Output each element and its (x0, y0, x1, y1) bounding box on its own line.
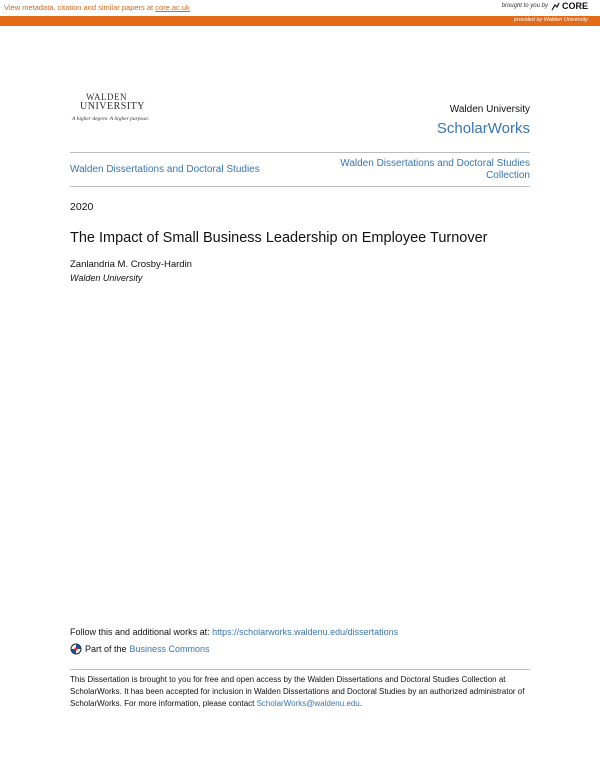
network-commons-icon (70, 643, 82, 655)
core-site-link[interactable]: core.ac.uk (155, 3, 190, 12)
divider-top (70, 152, 530, 153)
core-provided-text: provided by Walden University (513, 17, 588, 23)
collection-link-left[interactable]: Walden Dissertations and Doctoral Studies (70, 164, 260, 175)
logo-tagline: A higher degree. A higher purpose. (72, 116, 150, 122)
publication-year: 2020 (70, 201, 94, 213)
commons-line (70, 643, 210, 655)
notice-text: This Dissertation is brought to you for free and open access by the Walden Dissertations and Doctoral Studies Collection at ScholarWorks. It has been accepted for inclusion in Walden Dissertations and Doctoral Studies by an authorized administrator of ScholarWorks. For more information, please contact (70, 675, 525, 708)
business-commons-link[interactable]: Business Commons (129, 644, 210, 654)
walden-logo (72, 92, 152, 122)
notice-suffix: . (359, 699, 362, 708)
core-header (0, 0, 600, 16)
repository-university: Walden University (449, 104, 530, 115)
scholarworks-link[interactable]: ScholarWorks (436, 120, 530, 137)
follow-prefix: Follow this and additional works at: (70, 627, 213, 637)
follow-line (70, 627, 398, 637)
contact-email-link[interactable]: ScholarWorks@waldenu.edu (256, 699, 360, 708)
paper-title: The Impact of Small Business Leadership on Employee Turnover (70, 230, 488, 246)
core-logo[interactable] (551, 1, 588, 11)
author-name: Zanlandria M. Crosby-Hardin (70, 259, 192, 270)
collection-link-right[interactable]: Walden Dissertations and Doctoral Studies Collection (340, 158, 530, 181)
core-metadata-link[interactable] (4, 3, 190, 12)
author-affiliation: Walden University (70, 273, 143, 283)
core-logo-icon (551, 2, 560, 11)
core-provided-bar (0, 16, 600, 26)
core-metadata-prefix: View metadata, citation and similar papers at (4, 3, 156, 12)
core-brought-text: brought to you by (501, 3, 548, 9)
core-brought-by (502, 1, 588, 11)
dissertations-url-link[interactable]: https://scholarworks.waldenu.edu/dissertations (212, 627, 399, 637)
access-notice (70, 674, 530, 710)
divider-notice (70, 669, 530, 670)
core-logo-text: CORE (561, 1, 588, 11)
logo-line2: UNIVERSITY (80, 101, 145, 112)
commons-prefix: Part of the (85, 644, 127, 654)
logo-line1: WALDEN (86, 92, 127, 102)
divider-bottom (70, 186, 530, 187)
